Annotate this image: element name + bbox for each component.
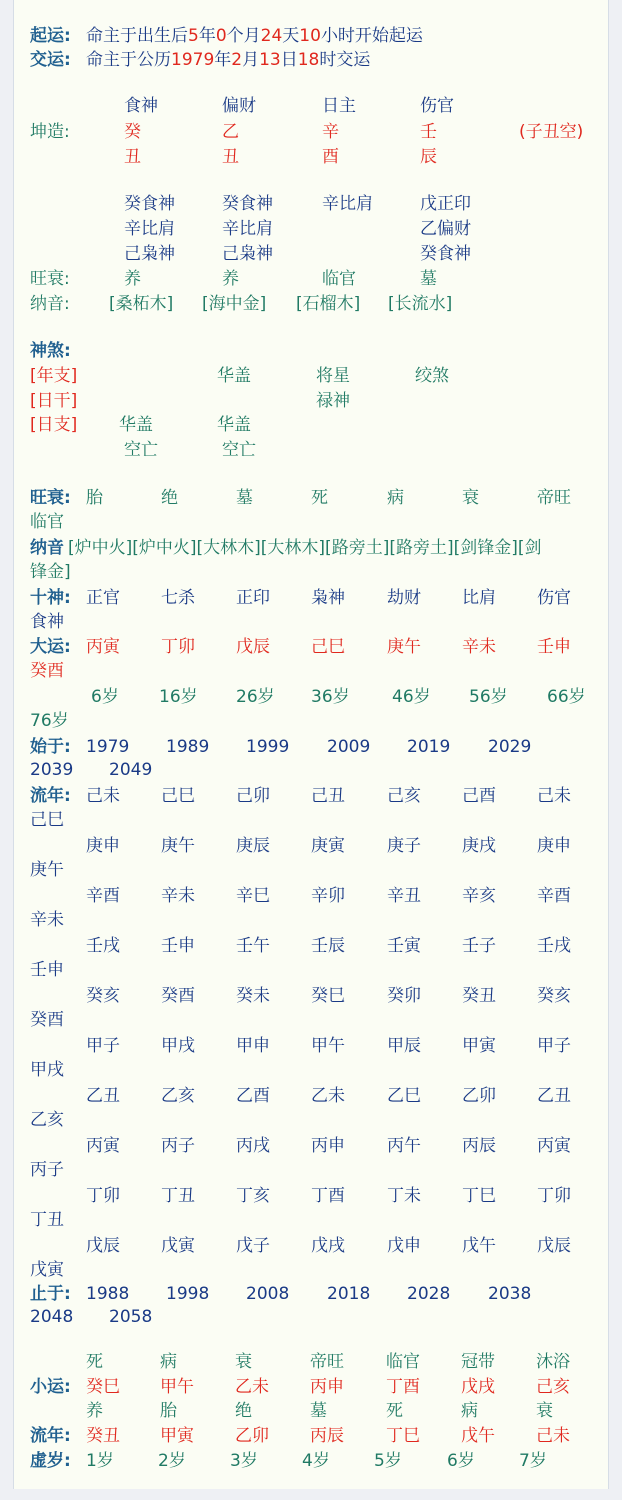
shishen-value: 劫财	[387, 588, 421, 608]
xusui-value: 6岁	[447, 1451, 475, 1471]
earthly-branch: 辰	[420, 147, 437, 167]
dayun-wangshuai: 胎	[86, 488, 103, 508]
xiaoyun-pillar: 丁酉	[386, 1377, 420, 1397]
xiaoyun-label: 小运:	[30, 1377, 71, 1397]
shensha-item: 空亡	[222, 440, 256, 460]
hidden-stem: 辛比肩	[124, 219, 175, 239]
liunian-cell: 庚子	[387, 836, 421, 856]
shensha-item: 华盖	[119, 415, 153, 435]
shishen-value: 枭神	[311, 588, 345, 608]
xiaoyun-pillar: 丙申	[310, 1377, 344, 1397]
nayin-value: [海中金]	[202, 294, 267, 314]
qiyun-label: 起运:	[30, 26, 71, 46]
liunian-cell: 戊申	[387, 1236, 421, 1256]
end-year: 1988	[86, 1284, 130, 1304]
xiaoyun-state: 胎	[160, 1401, 177, 1421]
xiaoyun-pillar: 己亥	[536, 1377, 570, 1397]
shensha-title: 神煞:	[30, 341, 71, 361]
heavenly-stem: 乙	[222, 122, 239, 142]
hidden-stem: 己枭神	[222, 244, 273, 264]
liunian-cell: 戊辰	[537, 1236, 571, 1256]
shensha-item: 华盖	[217, 415, 251, 435]
shensha-item: 华盖	[217, 366, 251, 386]
earthly-branch: 丑	[124, 147, 141, 167]
start-year: 2019	[407, 737, 451, 757]
ten-god: 伤官	[420, 96, 454, 116]
liunian-cell: 壬戌	[537, 936, 571, 956]
liunian-cell: 壬子	[462, 936, 496, 956]
heavenly-stem: 癸	[124, 122, 141, 142]
earthly-branch: 丑	[222, 147, 239, 167]
xiaoyun-state: 衰	[536, 1401, 553, 1421]
liunian-cell: 戊戌	[311, 1236, 345, 1256]
liunian-cell: 己未	[537, 786, 571, 806]
liunian-cell: 丁巳	[462, 1186, 496, 1206]
xiaoyun-liunian: 甲寅	[160, 1426, 194, 1446]
xiaoyun-state: 绝	[235, 1401, 252, 1421]
nayin-label: 纳音:	[30, 294, 70, 314]
xiaoyun-top: 冠带	[461, 1352, 495, 1372]
liunian-label: 流年:	[30, 786, 71, 806]
liunian-cell: 甲辰	[387, 1036, 421, 1056]
hidden-stem: 癸食神	[420, 244, 471, 264]
dayun-pillar: 丁卯	[161, 637, 195, 657]
liunian-cell: 丙申	[311, 1136, 345, 1156]
liunian-cell: 辛亥	[462, 886, 496, 906]
dayun-wangshuai: 死	[311, 488, 328, 508]
dayun-age: 6岁	[91, 687, 119, 707]
xiaoyun-liunian: 丙辰	[310, 1426, 344, 1446]
liunian-cell: 癸酉	[30, 1010, 64, 1030]
liunian-cell: 壬戌	[86, 936, 120, 956]
xusui-value: 5岁	[374, 1451, 402, 1471]
hidden-stem: 癸食神	[124, 194, 175, 214]
xiaoyun-state: 养	[86, 1401, 103, 1421]
dayun-age: 36岁	[311, 687, 350, 707]
xusui-value: 4岁	[302, 1451, 330, 1471]
liunian-cell: 丙午	[387, 1136, 421, 1156]
end-year: 2038	[488, 1284, 532, 1304]
jiaoyun-text: 命主于公历1979年2月13日18时交运	[86, 50, 371, 70]
liunian-cell: 壬寅	[387, 936, 421, 956]
shishen-value: 食神	[30, 612, 64, 632]
liunian-cell: 甲戌	[161, 1036, 195, 1056]
shensha-row-label: [日支]	[30, 415, 78, 435]
liunian-cell: 丁丑	[161, 1186, 195, 1206]
xiaoyun-pillar: 乙未	[235, 1377, 269, 1397]
nayin-value: [长流水]	[388, 294, 453, 314]
dayun-nayin: 锋金]	[30, 562, 71, 582]
liunian-cell: 丁卯	[537, 1186, 571, 1206]
liunian-cell: 癸酉	[161, 986, 195, 1006]
shishen-label: 十神:	[30, 588, 71, 608]
xusui-value: 2岁	[158, 1451, 186, 1471]
liunian-cell: 甲申	[236, 1036, 270, 1056]
dayun-label: 大运:	[30, 637, 71, 657]
liunian-cell: 辛丑	[387, 886, 421, 906]
hidden-stem: 己枭神	[124, 244, 175, 264]
shensha-row-label: [日干]	[30, 391, 78, 411]
liunian-cell: 癸丑	[462, 986, 496, 1006]
dayun-wangshuai: 衰	[462, 488, 479, 508]
dayun-nayin-label: 纳音	[30, 538, 64, 558]
bazi-panel	[13, 0, 609, 1489]
dayun-wangshuai: 绝	[161, 488, 178, 508]
shishen-value: 比肩	[462, 588, 496, 608]
liunian-cell: 乙亥	[30, 1110, 64, 1130]
liunian-cell: 己亥	[387, 786, 421, 806]
liunian-cell: 己丑	[311, 786, 345, 806]
start-year: 2039	[30, 760, 74, 780]
dayun-wangshuai-label: 旺衰:	[30, 488, 71, 508]
ten-god: 日主	[322, 96, 356, 116]
shensha-item: 绞煞	[415, 366, 449, 386]
liunian-cell: 丙辰	[462, 1136, 496, 1156]
earthly-branch: 酉	[322, 147, 339, 167]
liunian-cell: 癸亥	[537, 986, 571, 1006]
start-year-label: 始于:	[30, 737, 71, 757]
liunian-cell: 辛未	[161, 886, 195, 906]
xiaoyun-top: 死	[86, 1352, 103, 1372]
liunian-cell: 丁亥	[236, 1186, 270, 1206]
liunian-cell: 庚申	[537, 836, 571, 856]
liunian-cell: 丙子	[161, 1136, 195, 1156]
shishen-value: 伤官	[537, 588, 571, 608]
dayun-age: 26岁	[236, 687, 275, 707]
liunian-cell: 丙寅	[537, 1136, 571, 1156]
liunian-cell: 乙丑	[537, 1086, 571, 1106]
dayun-age: 76岁	[30, 711, 69, 731]
dayun-pillar: 壬申	[537, 637, 571, 657]
liunian-cell: 戊子	[236, 1236, 270, 1256]
xiaoyun-state: 病	[461, 1401, 478, 1421]
xiaoyun-top: 沐浴	[536, 1352, 570, 1372]
shishen-value: 正官	[86, 588, 120, 608]
wangshuai-value: 临官	[322, 269, 356, 289]
xiaoyun-liunian-label: 流年:	[30, 1426, 71, 1446]
dayun-pillar: 癸酉	[30, 661, 64, 681]
shensha-item: 禄神	[316, 391, 350, 411]
hidden-stem: 辛比肩	[222, 219, 273, 239]
liunian-cell: 己未	[86, 786, 120, 806]
dayun-nayin: [炉中火][炉中火][大林木][大林木][路旁土][路旁土][剑锋金][剑	[68, 538, 542, 558]
dayun-age: 56岁	[469, 687, 508, 707]
end-year: 2008	[246, 1284, 290, 1304]
xiaoyun-pillar: 甲午	[160, 1377, 194, 1397]
wangshuai-value: 墓	[420, 269, 437, 289]
xiaoyun-liunian: 丁巳	[386, 1426, 420, 1446]
liunian-cell: 庚辰	[236, 836, 270, 856]
start-year: 2029	[488, 737, 532, 757]
kongwang-note: (子丑空)	[519, 122, 584, 142]
end-year: 2028	[407, 1284, 451, 1304]
end-year: 2058	[109, 1307, 153, 1327]
liunian-cell: 己巳	[30, 810, 64, 830]
liunian-cell: 甲午	[311, 1036, 345, 1056]
liunian-cell: 壬午	[236, 936, 270, 956]
liunian-cell: 癸亥	[86, 986, 120, 1006]
liunian-cell: 辛卯	[311, 886, 345, 906]
liunian-cell: 乙卯	[462, 1086, 496, 1106]
dayun-wangshuai: 墓	[236, 488, 253, 508]
liunian-cell: 丁未	[387, 1186, 421, 1206]
liunian-cell: 庚戌	[462, 836, 496, 856]
start-year: 1999	[246, 737, 290, 757]
shensha-item: 将星	[316, 366, 350, 386]
liunian-cell: 甲子	[86, 1036, 120, 1056]
hidden-stem: 乙偏财	[420, 219, 471, 239]
xiaoyun-top: 衰	[235, 1352, 252, 1372]
liunian-cell: 庚申	[86, 836, 120, 856]
qiyun-text: 命主于出生后5年0个月24天10小时开始起运	[86, 26, 423, 46]
xiaoyun-top: 帝旺	[310, 1352, 344, 1372]
liunian-cell: 庚寅	[311, 836, 345, 856]
dayun-pillar: 丙寅	[86, 637, 120, 657]
liunian-cell: 壬申	[30, 960, 64, 980]
liunian-cell: 丁酉	[311, 1186, 345, 1206]
end-year-label: 止于:	[30, 1284, 71, 1304]
nayin-value: [石榴木]	[296, 294, 361, 314]
dayun-wangshuai: 病	[387, 488, 404, 508]
liunian-cell: 甲寅	[462, 1036, 496, 1056]
dayun-wangshuai: 临官	[30, 512, 64, 532]
hidden-stem: 辛比肩	[322, 194, 373, 214]
xiaoyun-state: 墓	[310, 1401, 327, 1421]
gender-label: 坤造:	[30, 122, 70, 142]
wangshuai-value: 养	[222, 269, 239, 289]
dayun-age: 66岁	[547, 687, 586, 707]
liunian-cell: 辛未	[30, 910, 64, 930]
liunian-cell: 壬辰	[311, 936, 345, 956]
liunian-cell: 丁丑	[30, 1210, 64, 1230]
end-year: 2048	[30, 1307, 74, 1327]
liunian-cell: 壬申	[161, 936, 195, 956]
liunian-cell: 庚午	[161, 836, 195, 856]
xiaoyun-liunian: 乙卯	[235, 1426, 269, 1446]
dayun-wangshuai: 帝旺	[537, 488, 571, 508]
liunian-cell: 己酉	[462, 786, 496, 806]
liunian-cell: 甲戌	[30, 1060, 64, 1080]
dayun-pillar: 戊辰	[236, 637, 270, 657]
shensha-item: 空亡	[124, 440, 158, 460]
xiaoyun-liunian: 戊午	[461, 1426, 495, 1446]
end-year: 1998	[166, 1284, 210, 1304]
start-year: 2009	[327, 737, 371, 757]
end-year: 2018	[327, 1284, 371, 1304]
xiaoyun-liunian: 癸丑	[86, 1426, 120, 1446]
dayun-pillar: 辛未	[462, 637, 496, 657]
heavenly-stem: 壬	[420, 122, 437, 142]
liunian-cell: 庚午	[30, 860, 64, 880]
dayun-pillar: 庚午	[387, 637, 421, 657]
xiaoyun-liunian: 己未	[536, 1426, 570, 1446]
liunian-cell: 丙戌	[236, 1136, 270, 1156]
liunian-cell: 乙巳	[387, 1086, 421, 1106]
liunian-cell: 乙未	[311, 1086, 345, 1106]
dayun-age: 46岁	[392, 687, 431, 707]
heavenly-stem: 辛	[322, 122, 339, 142]
start-year: 2049	[109, 760, 153, 780]
nayin-value: [桑柘木]	[109, 294, 174, 314]
xusui-value: 1岁	[86, 1451, 114, 1471]
liunian-cell: 戊寅	[30, 1260, 64, 1280]
liunian-cell: 癸未	[236, 986, 270, 1006]
wangshuai-value: 养	[124, 269, 141, 289]
liunian-cell: 戊寅	[161, 1236, 195, 1256]
xiaoyun-state: 死	[386, 1401, 403, 1421]
liunian-cell: 戊辰	[86, 1236, 120, 1256]
liunian-cell: 乙亥	[161, 1086, 195, 1106]
liunian-cell: 丁卯	[86, 1186, 120, 1206]
liunian-cell: 己巳	[161, 786, 195, 806]
start-year: 1989	[166, 737, 210, 757]
xiaoyun-top: 病	[160, 1352, 177, 1372]
xiaoyun-pillar: 癸巳	[86, 1377, 120, 1397]
xusui-label: 虚岁:	[30, 1451, 71, 1471]
dayun-age: 16岁	[159, 687, 198, 707]
wangshuai-label: 旺衰:	[30, 269, 70, 289]
xiaoyun-top: 临官	[386, 1352, 420, 1372]
xusui-value: 7岁	[519, 1451, 547, 1471]
ten-god: 偏财	[222, 96, 256, 116]
hidden-stem: 戊正印	[420, 194, 471, 214]
liunian-cell: 辛酉	[86, 886, 120, 906]
xusui-value: 3岁	[230, 1451, 258, 1471]
liunian-cell: 癸巳	[311, 986, 345, 1006]
jiaoyun-label: 交运:	[30, 50, 71, 70]
liunian-cell: 乙丑	[86, 1086, 120, 1106]
liunian-cell: 乙酉	[236, 1086, 270, 1106]
liunian-cell: 辛酉	[537, 886, 571, 906]
xiaoyun-pillar: 戊戌	[461, 1377, 495, 1397]
dayun-pillar: 己巳	[311, 637, 345, 657]
hidden-stem: 癸食神	[222, 194, 273, 214]
liunian-cell: 己卯	[236, 786, 270, 806]
shishen-value: 七杀	[161, 588, 195, 608]
liunian-cell: 戊午	[462, 1236, 496, 1256]
liunian-cell: 丙子	[30, 1160, 64, 1180]
liunian-cell: 甲子	[537, 1036, 571, 1056]
liunian-cell: 丙寅	[86, 1136, 120, 1156]
start-year: 1979	[86, 737, 130, 757]
ten-god: 食神	[124, 96, 158, 116]
shishen-value: 正印	[236, 588, 270, 608]
liunian-cell: 辛巳	[236, 886, 270, 906]
shensha-row-label: [年支]	[30, 366, 78, 386]
liunian-cell: 癸卯	[387, 986, 421, 1006]
